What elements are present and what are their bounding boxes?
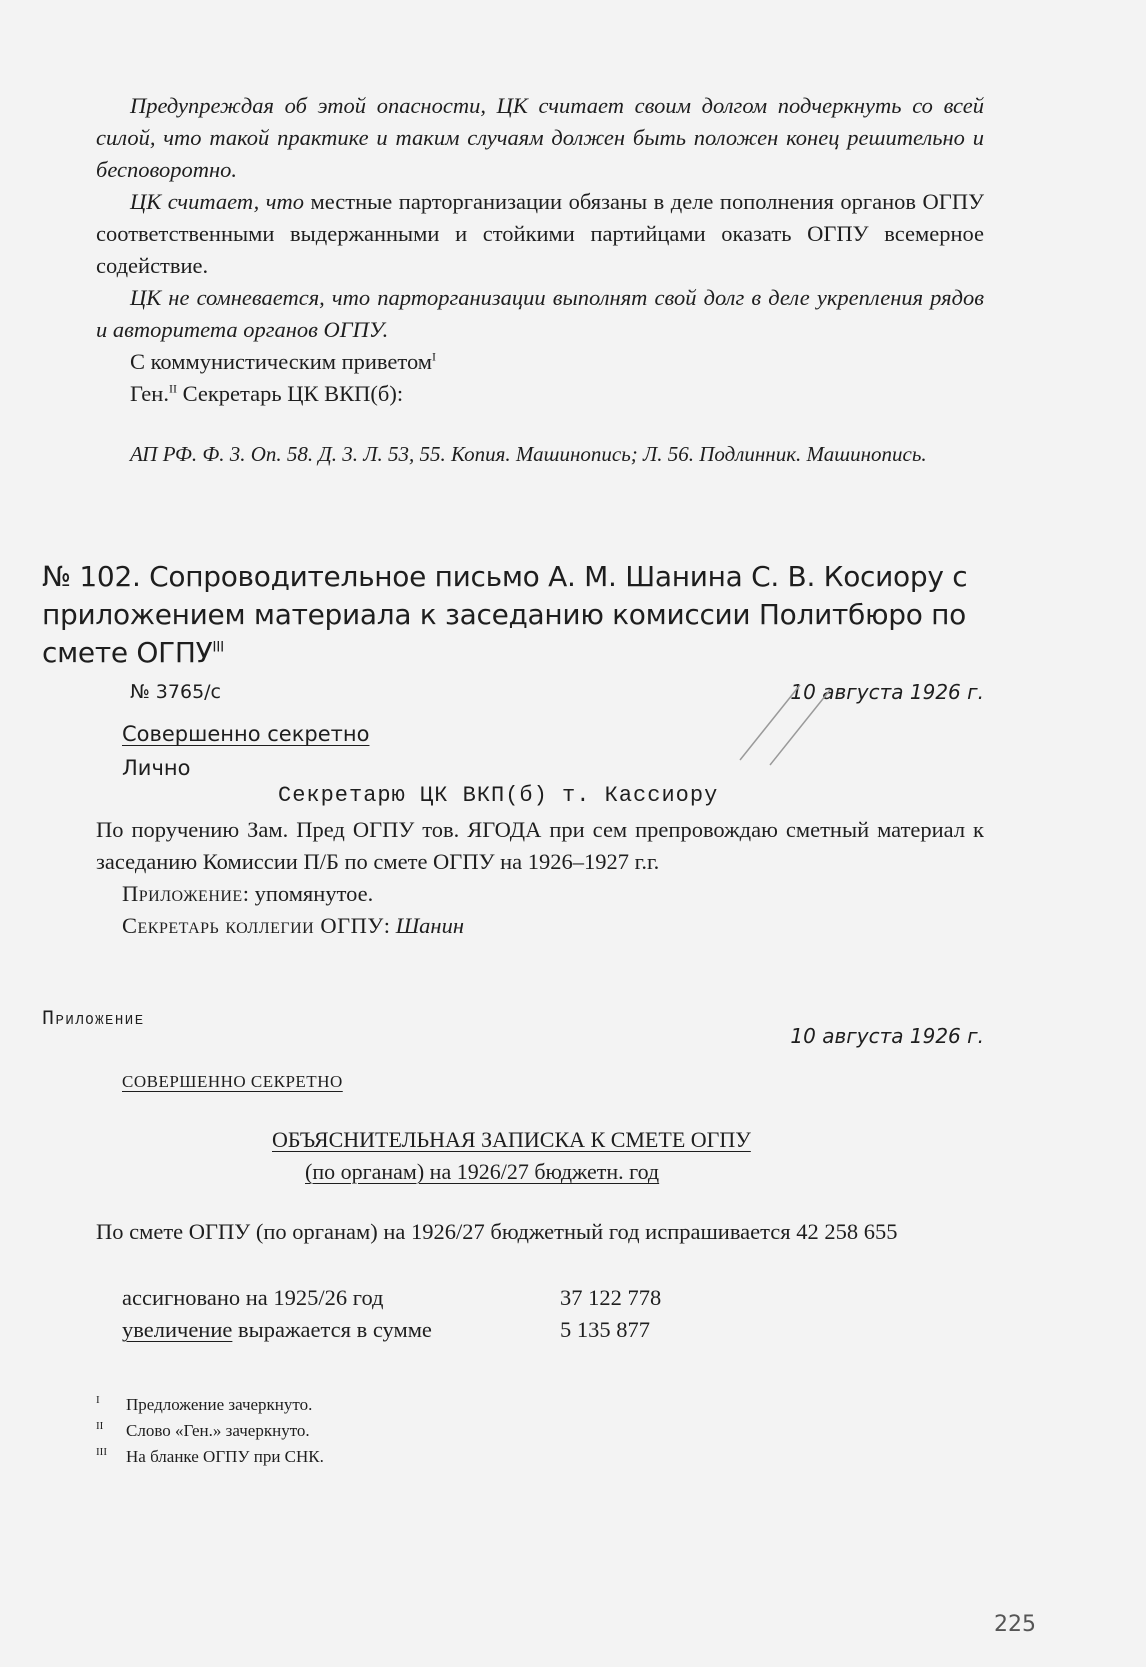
attachment-label: Приложение bbox=[122, 881, 243, 906]
attachment-line bbox=[122, 878, 373, 910]
budget-row-assigned-value: 37 122 778 bbox=[560, 1285, 662, 1310]
footnote-2-text: Слово «Ген.» зачеркнуто. bbox=[126, 1421, 310, 1440]
increase-rest: выражается в сумме bbox=[232, 1317, 432, 1342]
footnote-1-text: Предложение зачеркнуто. bbox=[126, 1395, 313, 1414]
page-number: 225 bbox=[994, 1612, 1036, 1637]
sign-name: Шанин bbox=[395, 913, 464, 938]
signature-footnote-mark: II bbox=[168, 381, 177, 396]
increase-underlined: увеличение bbox=[122, 1317, 233, 1342]
letter-paragraph-2-rest: местные парторганизации обязаны в деле пополнения органов ОГПУ соответственными выдержанными и стойкими партийцами оказать ОГПУ всемерное содействие. bbox=[96, 189, 984, 278]
appendix-secret: СОВЕРШЕННО СЕКРЕТНО bbox=[122, 1072, 343, 1091]
document-number: № 3765/с bbox=[130, 681, 222, 703]
budget-row-increase-value: 5 135 877 bbox=[560, 1317, 650, 1342]
letter-paragraph-2 bbox=[96, 186, 984, 282]
greeting-text: С коммунистическим приветом bbox=[130, 349, 433, 374]
scratch-marks bbox=[730, 680, 860, 770]
letter-paragraph-2-italic: ЦК считает, что bbox=[130, 189, 305, 214]
budget-row-increase-label bbox=[122, 1314, 432, 1346]
personal-stamp: Лично bbox=[122, 756, 191, 780]
appendix-label: Приложение bbox=[42, 1008, 145, 1031]
signature-line bbox=[122, 910, 464, 942]
footnote-3-text: На бланке ОГПУ при СНК. bbox=[126, 1447, 324, 1466]
addressee: Секретарю ЦК ВКП(б) т. Кассиору bbox=[278, 783, 719, 808]
appendix-title-line-2: (по органам) на 1926/27 бюджетн. год bbox=[305, 1159, 660, 1184]
appendix-title-line-1: ОБЪЯСНИТЕЛЬНАЯ ЗАПИСКА К СМЕТЕ ОГПУ bbox=[272, 1127, 751, 1152]
greeting-footnote-mark: I bbox=[432, 349, 437, 364]
footnote-1: I Предложение зачеркнуто. bbox=[96, 1394, 313, 1414]
signature-post: Секретарь ЦК ВКП(б): bbox=[176, 381, 404, 406]
document-title: № 102. Сопроводительное письмо А. М. Шанина С. В. Косиору с приложением материала к заседанию комиссии Политбюро по смете ОГПУ bbox=[42, 560, 968, 669]
sign-colon: : bbox=[383, 913, 396, 938]
budget-row-assigned-label: ассигновано на 1925/26 год bbox=[122, 1285, 384, 1310]
attachment-value: : упомянутое. bbox=[242, 881, 374, 906]
letter-paragraph-3: ЦК не сомневается, что парторганизации выполнят свой долг в деле укрепления рядов и авторитета органов ОГПУ. bbox=[96, 285, 984, 342]
sign-label: Секретарь коллегии ОГПУ bbox=[122, 913, 384, 938]
appendix-date: 10 августа 1926 г. bbox=[790, 1024, 984, 1048]
document-date: 10 августа 1926 г. bbox=[790, 680, 984, 704]
cover-letter-body: По поручению Зам. Пред ОГПУ тов. ЯГОДА при сем препровождаю сметный материал к заседанию Комиссии П/Б по смете ОГПУ на 1926–1927 г.г. bbox=[96, 817, 984, 874]
letter-paragraph-1: Предупреждая об этой опасности, ЦК считает своим долгом подчеркнуть со всей силой, что такой практике и таким случаям должен быть положен конец решительно и бесповоротно. bbox=[96, 93, 984, 182]
letter-greeting bbox=[130, 346, 436, 378]
title-footnote-mark: III bbox=[212, 639, 224, 656]
document-heading bbox=[42, 558, 1002, 672]
appendix-body: По смете ОГПУ (по органам) на 1926/27 бюджетный год испрашивается 42 258 655 bbox=[96, 1219, 898, 1244]
footnote-2: II Слово «Ген.» зачеркнуто. bbox=[96, 1420, 310, 1440]
archive-source: АП РФ. Ф. 3. Оп. 58. Д. 3. Л. 53, 55. Копия. Машинопись; Л. 56. Подлинник. Машинопись. bbox=[130, 442, 927, 466]
letter-signature bbox=[130, 378, 403, 410]
signature-pre: Ген. bbox=[130, 381, 169, 406]
footnote-3: III На бланке ОГПУ при СНК. bbox=[96, 1446, 324, 1466]
secret-stamp: Совершенно секретно bbox=[122, 722, 370, 746]
